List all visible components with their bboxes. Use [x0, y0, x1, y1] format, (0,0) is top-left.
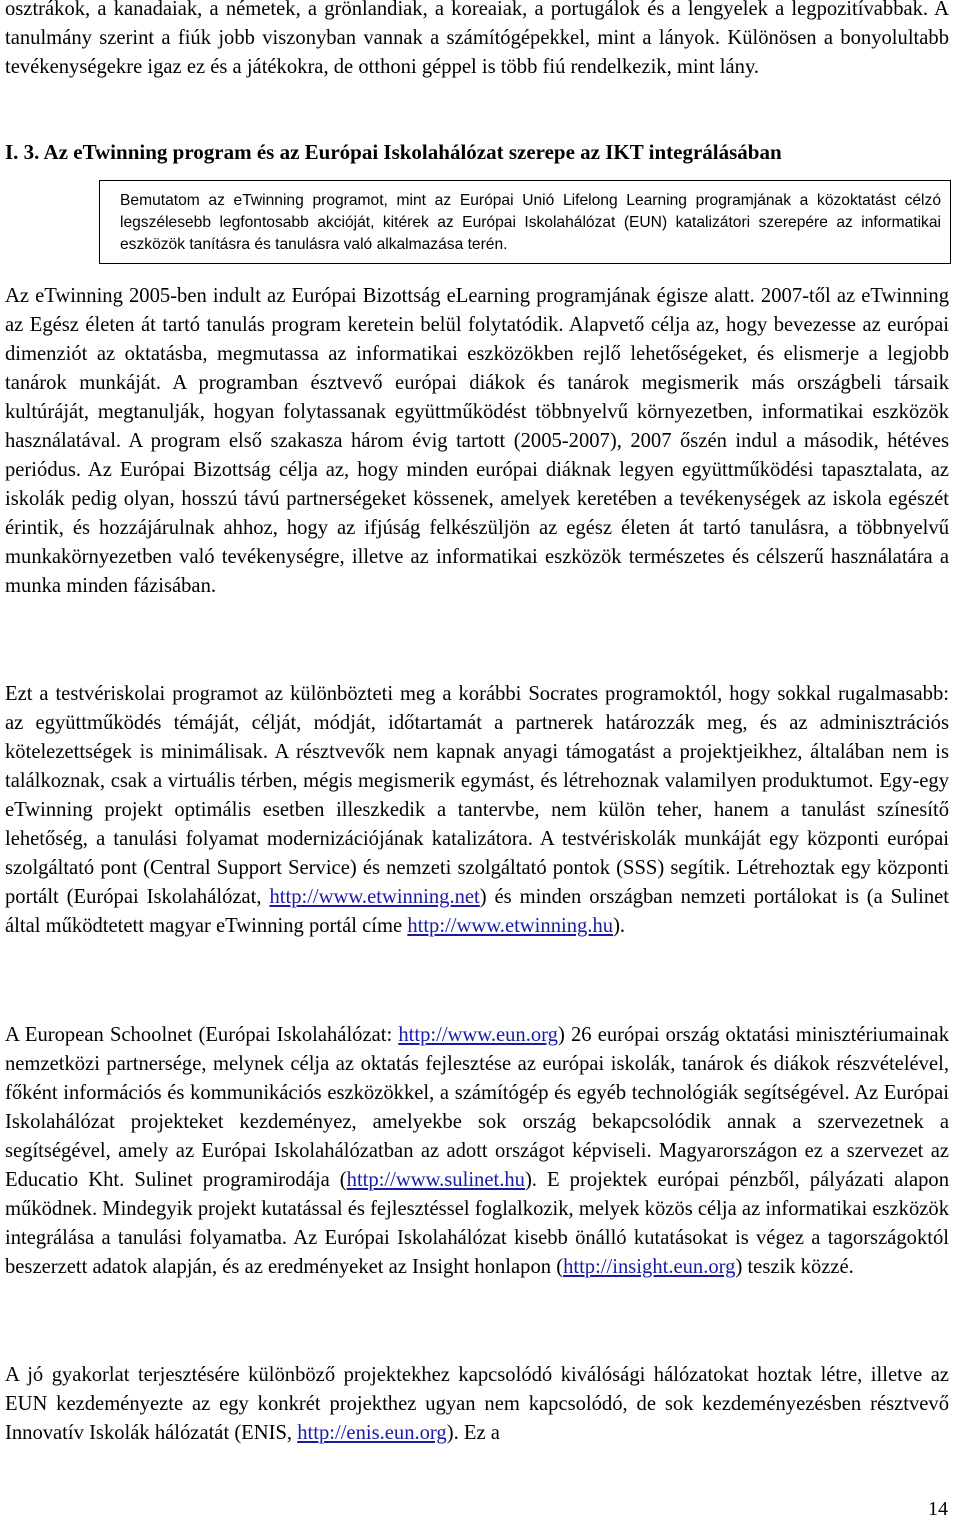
paragraph-etwinning-intro: Az eTwinning 2005-ben indult az Európai Bizottság eLearning programjának égisze alatt. 2007-től az eTwinning az Egész életen át tartó tanulás program keretein belül folytatódik. Alapvető célja az, hogy bevezesse az európai dimenziót az oktatásba, megmutassa az informatikai eszközökben rejlő lehetőségeket, és elismerje a legjobb tanárok munkáját. A programban észtvevő európai diákok és tanárok megismerik más országbeli társaik kultúráját, megtanulják, hogyan folytassanak együttműködést többnyelvű környezetben, informatikai eszközök használatával. A program első szakasza három évig tartott (2005-2007), 2007 őszén indul a második, hétéves periódus. Az Európai Bizottság célja az, hogy minden európai diáknak legyen együttműködési tapasztalata, az iskolák pedig olyan, hosszú távú partnerségeket kössenek, amelyek keretében a tevékenységek az iskola egészét érintik, és hozzájárulnak ahhoz, hogy az ifjúság felkészüljön az egész életen át tartó tanulásra, a többnyelvű munkakörnyezetben való tevékenységre, illetve az informatikai eszközök természetes és célszerű használatára a munka minden fázisában. — [5, 285, 949, 597]
section-heading: I. 3. Az eTwinning program és az Európai Iskolahálózat szerepe az IKT integrálásában — [5, 140, 782, 164]
link-insight-eun-org[interactable]: http://insight.eun.org — [563, 1256, 736, 1278]
paragraph-good-practice — [5, 1361, 949, 1448]
link-etwinning-net[interactable]: http://www.etwinning.net — [269, 886, 480, 908]
abstract-text: Bemutatom az eTwinning programot, mint az Európai Unió Lifelong Learning programjának a közoktatást célzó legszélesebb legfontosabb akcióját, kitérek az Európai Iskolahálózat (EUN) katalizátori szerepére az informatikai eszközök tanításra és tanulásra való alkalmazása terén. — [120, 192, 941, 253]
abstract-box — [99, 180, 951, 264]
text-segment: ). E projektek európai pénzből, pályázati alapon működnek. Mindegyik projekt kutatással és fejlesztéssel foglalkozik, melyek közös célja az informatikai eszközök integrálása a tanulási folyamatba. Az Európai Iskolahálózat kisebb önálló kutatásokat is végez a tagországoktól beszerzett adatok alapján, és az eredményeket az Insight honlapon ( — [5, 1169, 949, 1278]
text-segment: ) teszik közzé. — [735, 1256, 854, 1278]
text-segment: ). — [613, 915, 626, 937]
page-number: 14 — [928, 1498, 948, 1520]
text-segment: ). Ez a — [446, 1422, 500, 1444]
intro-paragraph: osztrákok, a kanadaiak, a németek, a grönlandiak, a koreaiak, a portugálok és a lengyelek a legpozitívabbak. A tanulmány szerint a fiúk jobb viszonyban vannak a számítógépekkel, mint a lányok. Különösen a bonyolultabb tevékenységekre igaz ez és a játékokra, de otthoni géppel is több fiú rendelkezik, mint lány. — [5, 0, 949, 78]
paragraph-program-description — [5, 680, 949, 941]
link-sulinet-hu[interactable]: http://www.sulinet.hu — [346, 1169, 525, 1191]
link-eun-org[interactable]: http://www.eun.org — [398, 1024, 558, 1046]
text-segment: ) és minden országban nemzeti portálokat is (a Sulinet által működtetett magyar eTwinning portál címe — [5, 886, 949, 937]
link-enis-eun-org[interactable]: http://enis.eun.org — [297, 1422, 447, 1444]
text-segment: A European Schoolnet (Európai Iskolahálózat: — [5, 1024, 399, 1046]
text-segment: Ezt a testvériskolai programot az különbözteti meg a korábbi Socrates programoktól, hogy sokkal rugalmasabb: az együttműködés témáját, célját, módját, időtartamát a partnerek határozzák meg, és az adminisztrációs kötelezettségek is minimálisak. A résztvevők nem kapnak anyagi támogatást a projektjeikhez, általában nem is találkoznak, csak a virtuális térben, mégis megismerik egymást, és létrehoznak valamilyen produktumot. Egy-egy eTwinning projekt optimális esetben illeszkedik a tantervbe, nem külön teher, hanem a tanulást színesítő lehetőség, a tanulási folyamat modernizációjának katalizátora. A testvériskolák munkáját egy központi európai szolgáltató pont (Central Support Service) és nemzeti szolgáltató pontok (SSS) segítik. Létrehoztak egy központi portált (Európai Iskolahálózat, — [5, 683, 949, 908]
text-segment: ) 26 európai ország oktatási minisztériumainak nemzetközi partnersége, melynek célja az oktatás fejlesztése az európai iskolák, tanárok és diákok részvételével, főként információs és kommunikációs eszközökkel, a számítógép és egyéb technológiák segítségével. Az Európai Iskolahálózat projekteket kezdeményez, amelyekbe sok ország bekapcsolódik annak a szervezetnek a segítségével, amely az Európai Iskolahálózatban az adott országot képviseli. Magyarországon ez a szervezet az Educatio Kht. Sulinet programirodája ( — [5, 1024, 949, 1191]
text-segment: A jó gyakorlat terjesztésére különböző projektekhez kapcsolódó kiválósági hálózatokat hoztak létre, illetve az EUN kezdeményezte az egy konkrét projekthez ugyan nem kapcsolódó, de sok kezdeményezésben résztvevő Innovatív Iskolák hálózatát (ENIS, — [5, 1364, 949, 1444]
paragraph-european-schoolnet — [5, 1021, 949, 1282]
link-etwinning-hu[interactable]: http://www.etwinning.hu — [407, 915, 614, 937]
